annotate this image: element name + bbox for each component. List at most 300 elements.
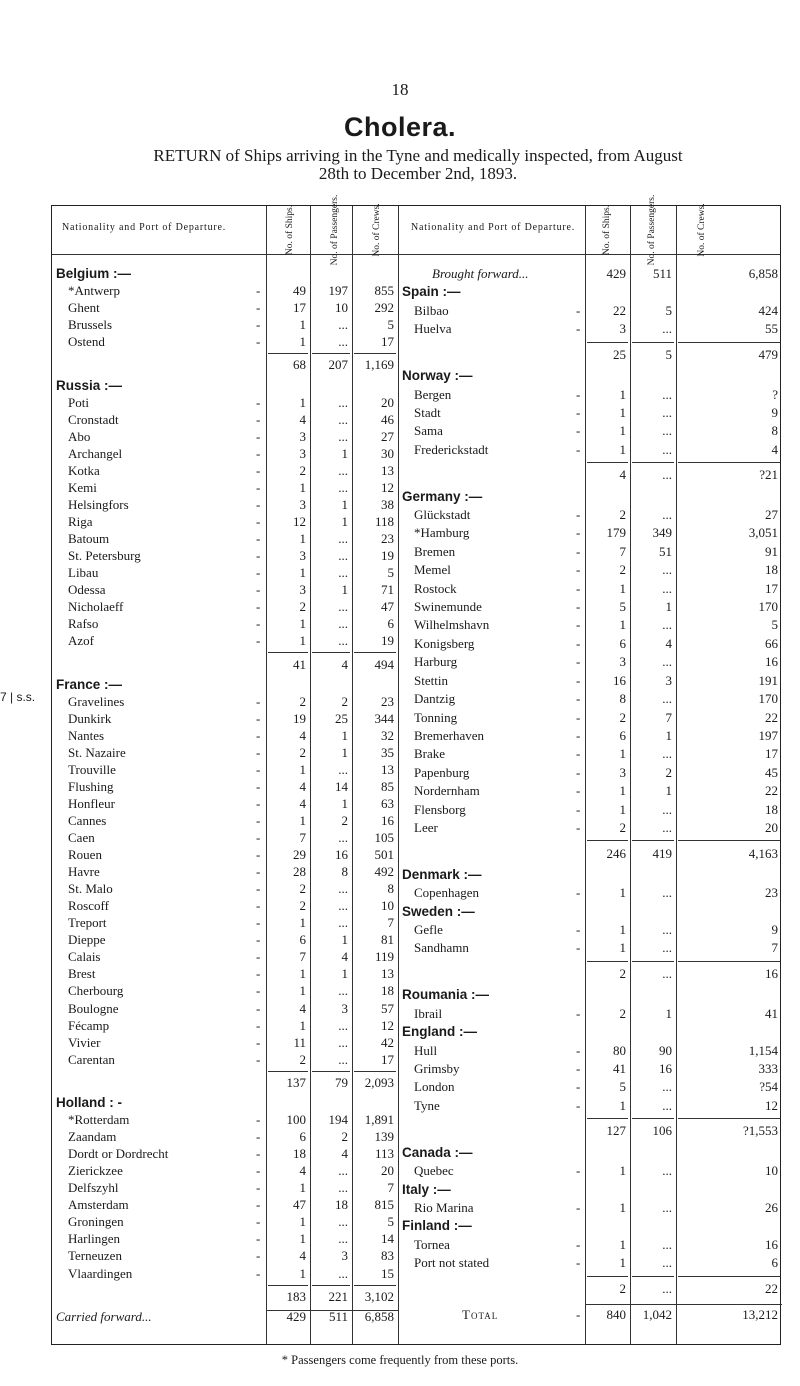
port-name: Brake	[414, 746, 446, 762]
section-heading: Italy :—	[402, 1181, 451, 1197]
margin-note: 7 | s.s.	[0, 690, 36, 704]
port-name: *Rotterdam	[68, 1112, 130, 1128]
ships-value: 4	[299, 727, 306, 743]
port-name: *Antwerp	[68, 283, 120, 299]
ships-value: 1	[299, 983, 306, 999]
crews-value: 170	[758, 599, 778, 615]
crews-value: 17	[765, 580, 778, 596]
ships-value: 179	[606, 525, 626, 541]
header-passengers-left: No. of Passengers.	[330, 194, 340, 266]
ships-value: 1	[619, 746, 626, 762]
crews-value: 55	[765, 321, 778, 337]
page-title: Cholera.	[343, 112, 457, 142]
passengers-value: 349	[652, 525, 672, 541]
passengers-value: ...	[338, 1034, 348, 1050]
leader-dash: -	[576, 922, 581, 938]
ships-value: 1	[299, 1180, 306, 1196]
section-heading: Finland :—	[402, 1218, 472, 1234]
port-name: Boulogne	[68, 1000, 119, 1016]
port-name: Konigsberg	[414, 635, 475, 651]
passengers-value: ...	[662, 940, 672, 956]
passengers-value: ...	[662, 580, 672, 596]
passengers-value: ...	[662, 1199, 672, 1215]
port-name: Nantes	[68, 727, 105, 743]
passengers-value: ...	[338, 428, 348, 444]
leader-dash: -	[576, 654, 581, 670]
ships-value: 429	[286, 1308, 306, 1324]
crews-value: 197	[758, 727, 778, 743]
ships-value: 2	[619, 1005, 626, 1021]
subtotal-rule	[312, 652, 350, 653]
passengers-value: 419	[652, 845, 672, 861]
passengers-value: 3	[341, 1248, 348, 1264]
port-name: Batoum	[68, 531, 110, 546]
leader-dash: -	[256, 881, 261, 897]
leader-dash: -	[576, 746, 581, 762]
leader-dash: -	[576, 709, 581, 725]
crews-value: 139	[374, 1129, 394, 1145]
crews-value: 344	[374, 710, 394, 726]
port-name: Azof	[68, 633, 94, 649]
crews-value: 23	[381, 693, 394, 709]
ships-value: 1	[619, 386, 626, 402]
port-name: Odessa	[68, 582, 106, 598]
crews-value: 32	[381, 727, 394, 743]
section-heading: Holland : -	[56, 1095, 122, 1111]
passengers-value: ...	[662, 1255, 672, 1271]
port-name: Terneuzen	[68, 1248, 122, 1264]
ships-value: 5	[619, 599, 626, 615]
port-name: Kemi	[68, 479, 97, 495]
leader-dash: -	[576, 885, 581, 901]
leader-dash: -	[256, 1214, 261, 1230]
passengers-value: ...	[338, 616, 348, 632]
leader-dash: -	[256, 1146, 261, 1162]
crews-value: 292	[374, 300, 394, 316]
passengers-value: ...	[338, 462, 348, 478]
passengers-value: 1	[665, 1005, 672, 1021]
port-name: Hull	[414, 1042, 438, 1058]
passengers-value: 5	[665, 346, 672, 362]
crews-value: 1,169	[364, 357, 394, 373]
ships-value: 1	[619, 580, 626, 596]
passengers-value: 18	[335, 1197, 348, 1213]
ships-value: 4	[299, 1163, 306, 1179]
passengers-value: 3	[665, 672, 672, 688]
leader-dash: -	[576, 635, 581, 651]
leader-dash: -	[576, 819, 581, 835]
passengers-value: ...	[662, 562, 672, 578]
ships-value: 6	[299, 932, 306, 948]
crews-value: 424	[758, 302, 778, 318]
leader-dash: -	[256, 727, 261, 743]
ships-value: 7	[619, 543, 626, 559]
ships-value: 4	[299, 796, 306, 811]
crews-value: 20	[381, 394, 394, 410]
leader-dash: -	[256, 693, 261, 709]
ships-value: 6	[299, 1129, 306, 1145]
ships-value: 3	[299, 582, 306, 598]
port-name: *Hamburg	[414, 525, 470, 541]
leader-dash: -	[576, 580, 581, 596]
ships-value: 12	[293, 513, 306, 529]
crews-value: 22	[765, 783, 778, 799]
passengers-value: ...	[662, 1163, 672, 1179]
crews-value: 19	[381, 633, 394, 649]
ships-value: 25	[613, 346, 626, 362]
port-name: Bremerhaven	[414, 727, 485, 743]
port-name: Huelva	[414, 321, 452, 337]
crews-value: 12	[381, 479, 394, 495]
passengers-value: 4	[341, 949, 348, 965]
leader-dash: -	[576, 1255, 581, 1271]
ships-value: 1	[619, 1255, 626, 1271]
ships-value: 2	[299, 462, 306, 478]
passengers-value: 8	[341, 864, 348, 880]
crews-value: 5	[387, 565, 394, 581]
crews-value: 66	[765, 635, 778, 651]
crews-value: 1,891	[364, 1112, 394, 1128]
port-name: Gravelines	[68, 693, 125, 709]
ships-value: 3	[619, 764, 626, 780]
leader-dash: -	[256, 582, 261, 598]
ships-value: 2	[299, 693, 306, 709]
passengers-value: 1	[341, 966, 348, 982]
crews-value: 8	[771, 423, 778, 439]
port-name: Delfszyhl	[68, 1180, 119, 1196]
crews-value: 22	[765, 1280, 778, 1296]
crews-value: 71	[381, 582, 394, 598]
port-name: Amsterdam	[68, 1197, 129, 1213]
leader-dash: -	[576, 617, 581, 633]
section-heading: Norway :—	[402, 368, 473, 384]
header-passengers-right: No. of Passengers.	[647, 194, 657, 266]
passengers-value: 25	[335, 710, 348, 726]
crews-value: 191	[758, 672, 778, 688]
ships-value: 19	[293, 710, 306, 726]
leader-dash: -	[576, 1061, 581, 1076]
crews-value: 13	[381, 966, 394, 982]
subtotal-rule	[678, 342, 780, 343]
crews-value: 22	[765, 709, 778, 725]
ships-value: 1	[619, 617, 626, 633]
ships-value: 41	[613, 1061, 626, 1076]
subtotal-rule	[268, 353, 308, 354]
port-name: Tonning	[414, 709, 458, 725]
subtotal-rule	[587, 342, 628, 343]
returns-table	[51, 194, 781, 1345]
subtotal-rule	[268, 652, 308, 653]
ships-value: 6	[619, 635, 626, 651]
leader-dash: -	[256, 411, 261, 427]
port-name: Groningen	[68, 1214, 124, 1230]
crews-value: 113	[374, 1146, 394, 1162]
leader-dash: -	[256, 1197, 261, 1213]
leader-dash: -	[576, 507, 581, 523]
crews-value: 10	[765, 1163, 778, 1179]
ships-value: 3	[619, 321, 626, 337]
subtotal-rule	[632, 342, 674, 343]
passengers-value: 1	[341, 796, 348, 811]
ships-value: 3	[299, 445, 306, 461]
leader-dash: -	[256, 428, 261, 444]
subtotal-rule	[354, 1285, 396, 1286]
ships-value: 246	[606, 845, 626, 861]
crews-value: 5	[771, 617, 778, 633]
ships-value: 2	[619, 819, 626, 835]
ships-value: 1	[619, 1097, 626, 1113]
passengers-value: ...	[662, 746, 672, 762]
leader-dash: -	[256, 496, 261, 512]
ships-value: 2	[619, 562, 626, 578]
ships-value: 1	[619, 423, 626, 439]
crews-value: 119	[374, 949, 394, 965]
passengers-value: ...	[338, 633, 348, 649]
crews-value: 85	[381, 778, 394, 794]
port-name: Honfleur	[68, 796, 115, 811]
leader-dash: -	[576, 1079, 581, 1095]
leader-dash: -	[576, 1097, 581, 1113]
header-crews-right: No. of Crews.	[697, 203, 707, 257]
port-name: Fécamp	[68, 1017, 110, 1033]
passengers-value: ...	[662, 617, 672, 633]
crews-value: 47	[381, 599, 394, 615]
port-name: Rostock	[414, 580, 457, 596]
passengers-value: 1	[341, 496, 348, 512]
port-name: Quebec	[414, 1163, 454, 1179]
passengers-value: 4	[341, 656, 348, 672]
port-name: Zaandam	[68, 1129, 117, 1145]
port-name: Brest	[68, 966, 96, 982]
crews-value: 57	[381, 1000, 394, 1016]
ships-value: 3	[299, 496, 306, 512]
subtotal-rule	[632, 1276, 674, 1277]
port-name: Zierickzee	[68, 1163, 123, 1179]
leader-dash: -	[256, 616, 261, 632]
passengers-value: ...	[338, 915, 348, 931]
crews-value: 42	[381, 1034, 394, 1050]
passengers-value: 1	[665, 783, 672, 799]
crews-value: 492	[374, 864, 394, 880]
ships-value: 2	[619, 507, 626, 523]
leader-dash: -	[576, 727, 581, 743]
crews-value: 17	[765, 746, 778, 762]
crews-value: 17	[381, 1051, 394, 1067]
passengers-value: ...	[338, 1214, 348, 1230]
ships-value: 1	[299, 531, 306, 546]
crews-value: 14	[381, 1231, 394, 1247]
leader-dash: -	[256, 1051, 261, 1067]
crews-value: 8	[387, 881, 394, 897]
ships-value: 68	[293, 357, 306, 373]
ships-value: 1	[299, 813, 306, 829]
ships-value: 1	[619, 885, 626, 901]
port-name: Ghent	[68, 300, 100, 316]
port-name: Kotka	[68, 462, 100, 478]
leader-dash: -	[576, 691, 581, 707]
ships-value: 28	[293, 864, 306, 880]
port-name: Abo	[68, 428, 91, 444]
crews-value: 23	[381, 531, 394, 546]
ships-value: 1	[619, 940, 626, 956]
crews-value: 1,154	[748, 1042, 778, 1058]
passengers-value: 1	[341, 727, 348, 743]
leader-dash: -	[256, 1112, 261, 1128]
port-name: Dunkirk	[68, 710, 112, 726]
port-name: Bilbao	[414, 302, 449, 318]
leader-dash: -	[576, 386, 581, 402]
passengers-value: ...	[338, 1180, 348, 1196]
passengers-value: ...	[338, 761, 348, 777]
crews-value: 35	[381, 744, 394, 760]
passengers-value: 79	[335, 1074, 348, 1090]
port-name: St. Malo	[68, 881, 113, 897]
crews-value: 118	[374, 513, 394, 529]
leader-dash: -	[256, 1017, 261, 1033]
port-name: Frederickstadt	[414, 441, 489, 457]
section-heading: Russia :—	[56, 377, 123, 393]
port-name: Copenhagen	[414, 885, 479, 901]
passengers-value: ...	[338, 1051, 348, 1067]
leader-dash: -	[256, 796, 261, 811]
ships-value: 2	[299, 599, 306, 615]
crews-value: 12	[765, 1097, 778, 1113]
passengers-value: 511	[652, 266, 672, 281]
crews-value: 105	[374, 830, 394, 846]
ships-value: 4	[299, 411, 306, 427]
header-rule	[52, 254, 780, 255]
port-name: Rouen	[68, 847, 102, 863]
passengers-value: ...	[662, 467, 672, 483]
leader-dash: -	[256, 1231, 261, 1247]
crews-value: 6	[771, 1255, 778, 1271]
ships-value: 2	[619, 1280, 626, 1296]
ships-value: 2	[299, 744, 306, 760]
leader-dash: -	[256, 1265, 261, 1281]
leader-dash: -	[576, 525, 581, 541]
passengers-value: 106	[652, 1123, 672, 1139]
passengers-value: 7	[665, 709, 672, 725]
passengers-value: 1	[341, 932, 348, 948]
passengers-value: 2	[341, 813, 348, 829]
crews-value: 17	[381, 334, 394, 350]
subtotal-rule	[587, 840, 628, 841]
crews-value: 27	[381, 428, 394, 444]
port-name: Trouville	[68, 761, 116, 777]
ships-value: 4	[299, 1000, 306, 1016]
crews-value: 4,163	[748, 845, 778, 861]
ships-value: 2	[299, 898, 306, 914]
crews-value: 83	[381, 1248, 394, 1264]
crews-value: 501	[374, 847, 394, 863]
port-name: Cherbourg	[68, 983, 124, 999]
ships-value: 1	[299, 761, 306, 777]
header-ships-right: No. of Ships.	[602, 204, 612, 256]
port-name: Swinemunde	[414, 599, 482, 615]
crews-value: 4	[771, 441, 778, 457]
port-name: Dieppe	[68, 932, 106, 948]
subtotal-rule	[354, 652, 396, 653]
passengers-value: ...	[338, 1163, 348, 1179]
leader-dash: -	[256, 513, 261, 529]
passengers-value: 51	[659, 543, 672, 559]
leader-dash: -	[256, 599, 261, 615]
leader-dash: -	[256, 548, 261, 564]
crews-value: 16	[381, 813, 394, 829]
ships-value: 1	[619, 1199, 626, 1215]
subtotal-rule	[632, 961, 674, 962]
passengers-value: 4	[665, 635, 672, 651]
subtotal-rule	[312, 1285, 350, 1286]
passengers-value: ...	[662, 922, 672, 938]
subtotal-rule	[587, 1276, 628, 1277]
leader-dash: -	[256, 778, 261, 794]
ships-value: 4	[299, 1248, 306, 1264]
passengers-value: 2	[665, 764, 672, 780]
passengers-value: 10	[335, 300, 348, 316]
crews-value: 815	[374, 1197, 394, 1213]
port-name: Rafso	[68, 616, 99, 632]
leader-dash: -	[256, 1129, 261, 1145]
passengers-value: ...	[338, 1017, 348, 1033]
leader-dash: -	[256, 898, 261, 914]
ships-value: 1	[299, 633, 306, 649]
passengers-value: ...	[662, 321, 672, 337]
ships-value: 1	[299, 479, 306, 495]
leader-dash: -	[256, 830, 261, 846]
passengers-value: ...	[662, 885, 672, 901]
crews-value: 170	[758, 691, 778, 707]
passengers-value: ...	[338, 334, 348, 350]
subtotal-rule	[678, 961, 780, 962]
ships-value: 22	[613, 302, 626, 318]
port-name: Ostend	[68, 334, 105, 350]
port-name: St. Nazaire	[68, 744, 126, 760]
ships-value: 1	[619, 801, 626, 817]
crews-value: 6	[387, 616, 394, 632]
port-name: St. Petersburg	[68, 548, 141, 564]
leader-dash: -	[256, 565, 261, 581]
leader-dash: -	[256, 300, 261, 316]
crews-value: ?54	[759, 1079, 778, 1095]
crews-value: 7	[771, 940, 778, 956]
port-name: Bergen	[414, 386, 452, 402]
leader-dash: -	[256, 710, 261, 726]
ships-value: 18	[293, 1146, 306, 1162]
passengers-value: ...	[662, 1280, 672, 1296]
port-name: London	[414, 1079, 455, 1095]
crews-value: 7	[387, 1180, 394, 1196]
ships-value: 3	[299, 548, 306, 564]
leader-dash: -	[256, 847, 261, 863]
port-name: Tornea	[414, 1236, 450, 1252]
subtotal-rule	[312, 353, 350, 354]
ships-value: 6	[619, 727, 626, 743]
leader-dash: -	[256, 932, 261, 948]
passengers-value: ...	[662, 966, 672, 982]
ships-value: 7	[299, 949, 306, 965]
port-name: Grimsby	[414, 1061, 460, 1076]
ships-value: 1	[299, 334, 306, 350]
ships-value: 429	[606, 266, 626, 281]
crews-value: 26	[765, 1199, 778, 1215]
leader-dash: -	[256, 1000, 261, 1016]
leader-dash: -	[256, 1180, 261, 1196]
ships-value: 1	[299, 1214, 306, 1230]
leader-dash: -	[256, 479, 261, 495]
leader-dash: -	[256, 983, 261, 999]
ships-value: 11	[293, 1034, 306, 1050]
